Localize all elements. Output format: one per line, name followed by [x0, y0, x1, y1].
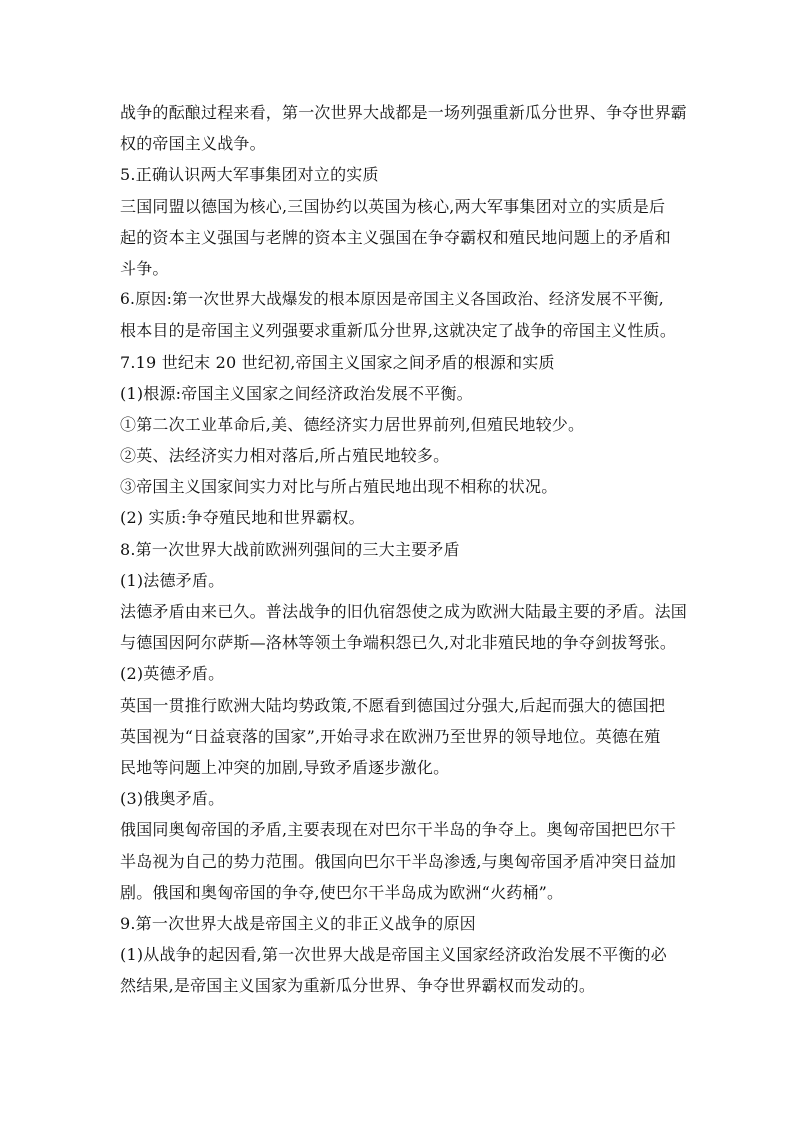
subheading: (1)法德矛盾。	[120, 570, 225, 590]
text-line: 然结果,是帝国主义国家为重新瓜分世界、争夺世界霸权而发动的。	[120, 976, 596, 996]
text-line: 俄国同奥匈帝国的矛盾,主要表现在对巴尔干半岛的争夺上。奥匈帝国把巴尔干	[120, 820, 677, 840]
text-line: (1)根源:帝国主义国家之间经济政治发展不平衡。	[120, 383, 473, 403]
text-line: 法德矛盾由来已久。普法战争的旧仇宿怨使之成为欧洲大陆最主要的矛盾。法国	[120, 602, 688, 621]
text-line: 英国视为“日益衰落的国家”,开始寻求在欧洲乃至世界的领导地位。英德在殖	[120, 726, 661, 746]
text-line: 战争的酝酿过程来看，第一次世界大战都是一场列强重新瓜分世界、争夺世界霸	[120, 103, 688, 122]
text-line: 权的帝国主义战争。	[120, 134, 266, 154]
text-line: ③帝国主义国家间实力对比与所占殖民地出现不相称的状况。	[120, 477, 558, 497]
section-heading: 8.第一次世界大战前欧洲列强间的三大主要矛盾	[120, 539, 460, 559]
text-line: 与德国因阿尔萨斯—洛林等领土争端积怨已久,对北非殖民地的争夺剑拔弩张。	[120, 633, 677, 653]
text-line: ②英、法经济实力相对落后,所占殖民地较多。	[120, 446, 450, 466]
text-line: 斗争。	[120, 258, 169, 278]
section-heading: 6.原因:第一次世界大战爆发的根本原因是帝国主义各国政治、经济发展不平衡,	[120, 290, 664, 309]
subheading: (2)英德矛盾。	[120, 664, 225, 684]
text-line: (1)从战争的起因看,第一次世界大战是帝国主义国家经济政治发展不平衡的必	[120, 945, 667, 965]
text-line: 民地等问题上冲突的加剧,导致矛盾逐步激化。	[120, 757, 450, 777]
section-heading: 7.19 世纪末 20 世纪初,帝国主义国家之间矛盾的根源和实质	[120, 352, 555, 372]
text-line: (2) 实质:争夺殖民地和世界霸权。	[120, 508, 365, 528]
text-line: 根本目的是帝国主义列强要求重新瓜分世界,这就决定了战争的帝国主义性质。	[120, 321, 677, 341]
text-line: 剧。俄国和奥匈帝国的争夺,使巴尔干半岛成为欧洲“火药桶”。	[120, 882, 564, 902]
section-heading: 9.第一次世界大战是帝国主义的非正义战争的原因	[120, 913, 476, 933]
text-line: 半岛视为自己的势力范围。俄国向巴尔干半岛渗透,与奥匈帝国矛盾冲突日益加	[120, 851, 677, 871]
text-line: 三国同盟以德国为核心,三国协约以英国为核心,两大军事集团对立的实质是后	[120, 196, 666, 216]
section-heading: 5.正确认识两大军事集团对立的实质	[120, 165, 379, 185]
text-line: 英国一贯推行欧洲大陆均势政策,不愿看到德国过分强大,后起而强大的德国把	[120, 695, 666, 715]
subheading: (3)俄奥矛盾。	[120, 789, 225, 809]
text-line: 起的资本主义强国与老牌的资本主义强国在争夺霸权和殖民地问题上的矛盾和	[120, 227, 671, 247]
text-line: ①第二次工业革命后,美、德经济实力居世界前列,但殖民地较少。	[120, 414, 585, 434]
document-body	[120, 97, 686, 1001]
